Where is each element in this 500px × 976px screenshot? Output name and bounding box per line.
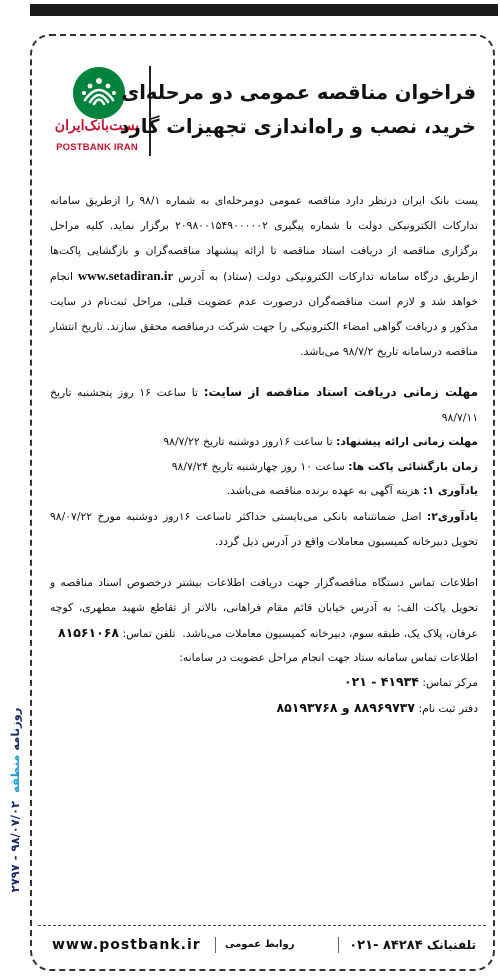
contact-phone: ۸۱۵۶۱۰۶۸ [57,624,120,640]
ad-body [50,188,478,721]
intro-paragraph: پست بانک ایران درنظر دارد مناقصه عمومی دومرحله‌ای به شماره ۹۸/۱ را ازطریق سامانه تدارکات الکترونیکی دولت با شماره پیگیری ۲۰۹۸۰۰۱۵۴۹۰۰۰۰۰۲ برگزار نماید. کلیه مراحل برگزاری مناقصه از دریافت اسناد مناقصه تا ارائه پیشنهاد مناقصه‌گران و بازگشایی پاکت‌ها ازطریق درگاه سامانه تدارکات الکترونیکی دولت (ستاد) به آدرس www.setadiran.ir انجام خواهد شد و لازم است مناقصه‌گران درصورت عدم عضویت قبلی، مراحل ثبت‌نام در سایت مذکور و دریافت گواهی امضاء الکترونیکی را جهت شرکت درمناقصه محقق سازند. تاریخ انتشار مناقصه درسامانه تاریخ ۹۸/۷/۲ می‌باشد. [50,194,479,358]
contact-paragraph: اطلاعات تماس دستگاه مناقصه‌گزار جهت دریافت اطلاعات بیشتر درخصوص اسناد مناقصه و تحویل پاکت الف: به آدرس خیابان قائم مقام فراهانی، بالاتر از تقاطع شهید مطهری، کوچه عرفان، پلاک یک، طبقه سوم، دبیرخانه کمیسیون معاملات می‌باشد. تلفن تماس: ۸۱۵۶۱۰۶۸ [50,575,478,640]
side-text [2,650,28,950]
header [52,64,476,172]
footer-separator [215,937,216,953]
footer-phonebank: تلفنبانک ۸۴۲۸۴ -۰۲۱ [349,938,476,953]
deadline-documents: مهلت زمانی دریافت اسناد مناقصه از سایت: تا ساعت ۱۶ روز پنجشنبه تاریخ ۹۸/۷/۱۱ [50,385,478,424]
footer-website[interactable]: www.postbank.ir [52,937,201,953]
setad-center: مرکز تماس: ۴۱۹۳۴ - ۰۲۱ [343,674,478,689]
postbank-logo-icon [72,66,126,120]
setad-url: www.setadiran.ir [77,268,174,283]
setad-office: دفتر ثبت نام: ۸۸۹۶۹۷۳۷ و ۸۵۱۹۳۷۶۸ [276,699,478,715]
issue-date: ۹۸/۰۷/۰۲ - ۲۷۹۷ [8,801,22,893]
note-2: یادآوری۲: اصل ضمانتنامه بانکی می‌بایستی حداکثر تاساعت ۱۶روز دوشنبه مورخ ۹۸/۰۷/۲۲ تحویل دبیرخانه کمیسیون معاملات واقع در آدرس ذیل گردد. [50,509,479,548]
newspaper-name: روزنامه منطقه [8,707,22,794]
top-black-bar [30,4,498,16]
note-1: یادآوری ۱: هزینه آگهی به عهده برنده مناقصه می‌باشد. [226,484,478,497]
side-strip [2,650,28,950]
footer-public-relations: روابط عمومی [225,939,295,950]
title-line-2: خرید، نصب و راه‌اندازی تجهیزات گارد [119,115,476,138]
footer [40,928,486,962]
footer-divider [38,925,486,926]
deadline-bids: مهلت زمانی ارائه پیشنهاد: تا ساعت ۱۶روز دوشنبه تاریخ ۹۸/۷/۲۲ [163,435,478,448]
logo-text-en: POSTBANK IRAN [56,142,138,153]
title-line-1: فراخوان مناقصه عمومی دو مرحله‌ای [121,81,476,104]
logo-text-fa: پست‌بانک‌ایران [54,118,140,134]
footer-separator [338,937,339,953]
setad-intro: اطلاعات تماس سامانه ستاد جهت انجام مراحل عضویت در سامانه: [179,650,478,664]
tender-title [119,76,476,144]
opening-time: زمان بازگشائی پاکت ها: ساعت ۱۰ روز چهارشنبه تاریخ ۹۸/۷/۲۴ [171,459,478,473]
